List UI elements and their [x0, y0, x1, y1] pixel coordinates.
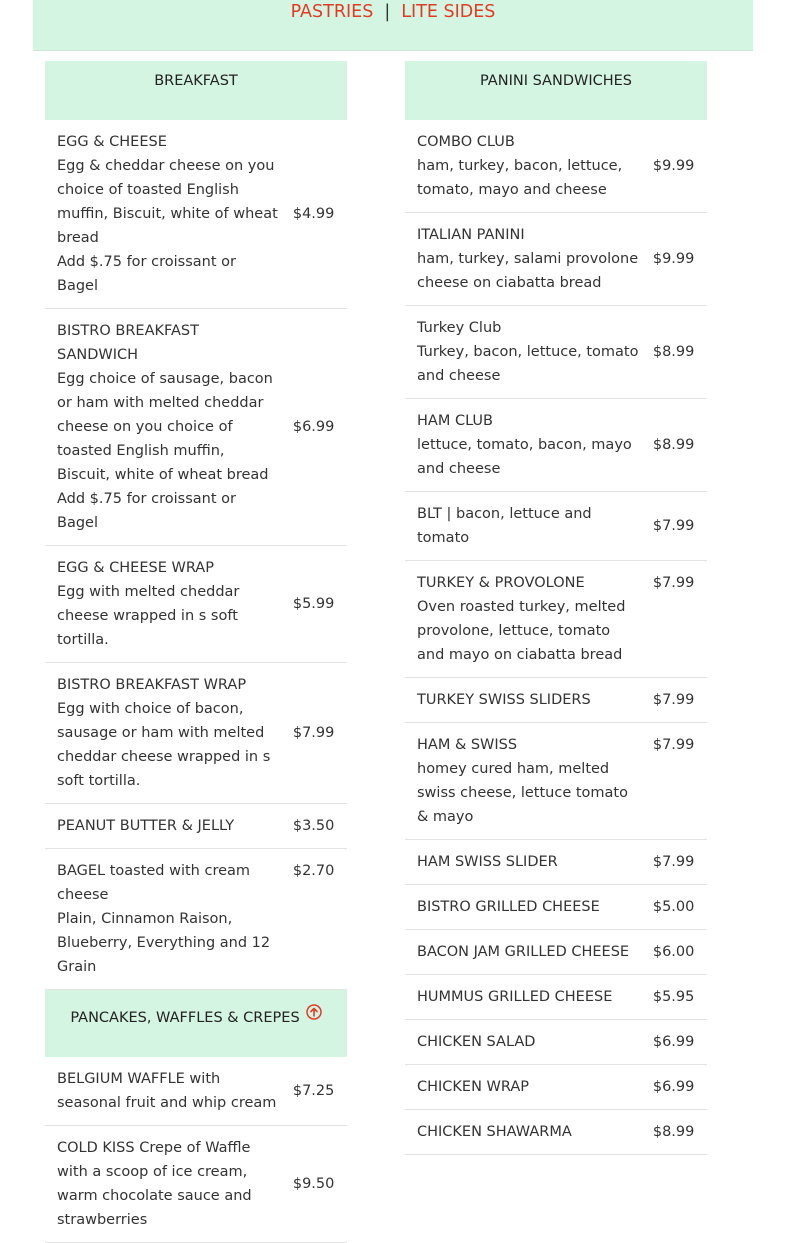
menu-item-name: HUMMUS GRILLED CHEESE — [417, 989, 613, 1005]
circle-arrow-up-icon[interactable] — [306, 1004, 322, 1020]
menu-item-name: PEANUT BUTTER & JELLY — [57, 818, 235, 834]
menu-item-cell — [45, 849, 293, 990]
panini-menu-table — [405, 120, 707, 1155]
menu-item-price: $5.99 — [293, 546, 347, 663]
menu-item-name: BELGIUM WAFFLE with seasonal fruit and whip cream — [57, 1071, 277, 1111]
menu-item-cell — [405, 492, 653, 561]
menu-item-price: $6.99 — [653, 1020, 707, 1065]
menu-item-description: ham, turkey, salami provolone cheese on ciabatta bread — [417, 251, 639, 291]
menu-item-name: TURKEY SWISS SLIDERS — [417, 692, 591, 708]
menu-item-name: HAM & SWISS — [417, 737, 518, 753]
menu-item-name: EGG & CHEESE — [57, 134, 167, 150]
menu-row — [405, 723, 707, 840]
menu-row — [405, 1110, 707, 1155]
menu-item-price: $5.00 — [653, 885, 707, 930]
menu-item-price: $8.99 — [653, 399, 707, 492]
menu-item-cell — [405, 975, 653, 1020]
menu-item-cell — [45, 1126, 293, 1243]
menu-item-name: Turkey Club — [417, 320, 502, 336]
menu-item-description: Egg & cheddar cheese on you choice of toasted English muffin, Biscuit, white of wheat bread — [57, 158, 278, 246]
menu-row — [405, 885, 707, 930]
menu-item-description: Plain, Cinnamon Raison, Blueberry, Everything and 12 Grain — [57, 911, 271, 975]
menu-item-name: ITALIAN PANINI — [417, 227, 525, 243]
menu-row — [405, 975, 707, 1020]
menu-item-name: EGG & CHEESE WRAP — [57, 560, 214, 576]
menu-row — [45, 309, 347, 546]
menu-item-price: $9.99 — [653, 120, 707, 213]
menu-item-name: COMBO CLUB — [417, 134, 515, 150]
panini-title: PANINI SANDWICHES — [479, 73, 632, 89]
left-column — [45, 61, 347, 1243]
menu-item-cell — [405, 1065, 653, 1110]
menu-row — [45, 849, 347, 990]
menu-item-price: $3.50 — [293, 804, 347, 849]
menu-row — [405, 561, 707, 678]
menu-item-description: Egg with melted cheddar cheese wrapped in s soft tortilla. — [57, 584, 240, 648]
menu-row — [405, 492, 707, 561]
menu-item-description: Oven roasted turkey, melted provolone, lettuce, tomato and mayo on ciabatta bread — [417, 599, 626, 663]
menu-item-cell — [405, 840, 653, 885]
menu-item-name: BISTRO GRILLED CHEESE — [417, 899, 600, 915]
menu-item-price: $8.99 — [653, 1110, 707, 1155]
menu-item-price: $7.99 — [653, 840, 707, 885]
menu-item-price: $7.99 — [653, 723, 707, 840]
menu-item-name: BAGEL toasted with cream cheese — [57, 863, 251, 903]
menu-row — [405, 120, 707, 213]
panini-header — [405, 61, 707, 120]
menu-item-extra: Add $.75 for croissant or Bagel — [57, 491, 236, 531]
menu-item-cell — [405, 399, 653, 492]
menu-item-name: BACON JAM GRILLED CHEESE — [417, 944, 630, 960]
menu-row — [405, 678, 707, 723]
menu-row — [405, 1065, 707, 1110]
menu-item-name: BISTRO BREAKFAST WRAP — [57, 677, 247, 693]
menu-item-cell — [405, 930, 653, 975]
pancakes-title: PANCAKES, WAFFLES & CREPES — [70, 1010, 300, 1026]
pancakes-header — [45, 990, 347, 1057]
menu-row — [405, 1020, 707, 1065]
menu-item-price: $5.95 — [653, 975, 707, 1020]
pancakes-menu-table — [45, 1057, 347, 1243]
menu-item-name: CHICKEN SALAD — [417, 1034, 536, 1050]
menu-row — [405, 213, 707, 306]
menu-row — [405, 930, 707, 975]
menu-row — [45, 1126, 347, 1243]
menu-item-price: $2.70 — [293, 849, 347, 990]
menu-item-cell — [405, 1020, 653, 1065]
menu-item-cell — [45, 663, 293, 804]
menu-item-cell — [405, 1110, 653, 1155]
menu-item-cell — [405, 120, 653, 213]
top-navigation — [33, 0, 753, 51]
menu-item-cell — [405, 306, 653, 399]
menu-row — [405, 306, 707, 399]
menu-item-price: $9.99 — [653, 213, 707, 306]
menu-item-price: $7.25 — [293, 1057, 347, 1126]
breakfast-menu-table — [45, 120, 347, 990]
menu-item-name: HAM CLUB — [417, 413, 493, 429]
menu-item-price: $6.99 — [653, 1065, 707, 1110]
menu-item-cell — [45, 1057, 293, 1126]
menu-item-cell — [405, 885, 653, 930]
menu-item-description: homey cured ham, melted swiss cheese, lettuce tomato & mayo — [417, 761, 628, 825]
menu-item-price: $9.50 — [293, 1126, 347, 1243]
menu-item-cell — [45, 546, 293, 663]
breakfast-header — [45, 61, 347, 120]
menu-item-price: $7.99 — [653, 561, 707, 678]
menu-item-price: $6.99 — [293, 309, 347, 546]
menu-item-cell — [405, 561, 653, 678]
nav-link-pastries[interactable]: PASTRIES — [290, 2, 374, 22]
menu-item-price: $8.99 — [653, 306, 707, 399]
menu-row — [45, 804, 347, 849]
menu-row — [45, 663, 347, 804]
menu-item-cell — [45, 120, 293, 309]
menu-row — [45, 546, 347, 663]
nav-links — [33, 0, 753, 24]
menu-item-description: Turkey, bacon, lettuce, tomato and cheese — [417, 344, 639, 384]
menu-item-description: lettuce, tomato, bacon, mayo and cheese — [417, 437, 632, 477]
menu-item-name: BLT | bacon, lettuce and tomato — [417, 506, 592, 546]
menu-item-cell — [405, 723, 653, 840]
right-column — [405, 61, 707, 1155]
menu-item-cell — [45, 309, 293, 546]
menu-item-description: Egg with choice of bacon, sausage or ham with melted cheddar cheese wrapped in s soft tortilla. — [57, 701, 271, 789]
menu-item-cell — [405, 213, 653, 306]
menu-item-cell — [45, 804, 293, 849]
menu-row — [405, 840, 707, 885]
menu-item-name: CHICKEN SHAWARMA — [417, 1124, 572, 1140]
menu-item-price: $7.99 — [653, 678, 707, 723]
menu-item-name: BISTRO BREAKFAST SANDWICH — [57, 323, 199, 363]
nav-link-lite-sides[interactable]: LITE SIDES — [401, 2, 496, 22]
menu-item-name: TURKEY & PROVOLONE — [417, 575, 585, 591]
menu-item-description: Egg choice of sausage, bacon or ham with melted cheddar cheese on you choice of toasted English muffin, Biscuit, white of wheat bread — [57, 371, 273, 483]
nav-separator: | — [384, 2, 391, 22]
breakfast-title: BREAKFAST — [154, 73, 238, 89]
menu-row — [45, 1057, 347, 1126]
menu-item-name: CHICKEN WRAP — [417, 1079, 530, 1095]
menu-item-price: $7.99 — [653, 492, 707, 561]
menu-item-name: COLD KISS Crepe of Waffle with a scoop of ice cream, warm chocolate sauce and strawberries — [57, 1140, 252, 1228]
menu-row — [405, 399, 707, 492]
menu-item-description: ham, turkey, bacon, lettuce, tomato, mayo and cheese — [417, 158, 623, 198]
menu-item-name: HAM SWISS SLIDER — [417, 854, 558, 870]
menu-row — [45, 120, 347, 309]
menu-item-price: $7.99 — [293, 663, 347, 804]
menu-item-extra: Add $.75 for croissant or Bagel — [57, 254, 236, 294]
menu-item-cell — [405, 678, 653, 723]
menu-item-price: $4.99 — [293, 120, 347, 309]
menu-item-price: $6.00 — [653, 930, 707, 975]
